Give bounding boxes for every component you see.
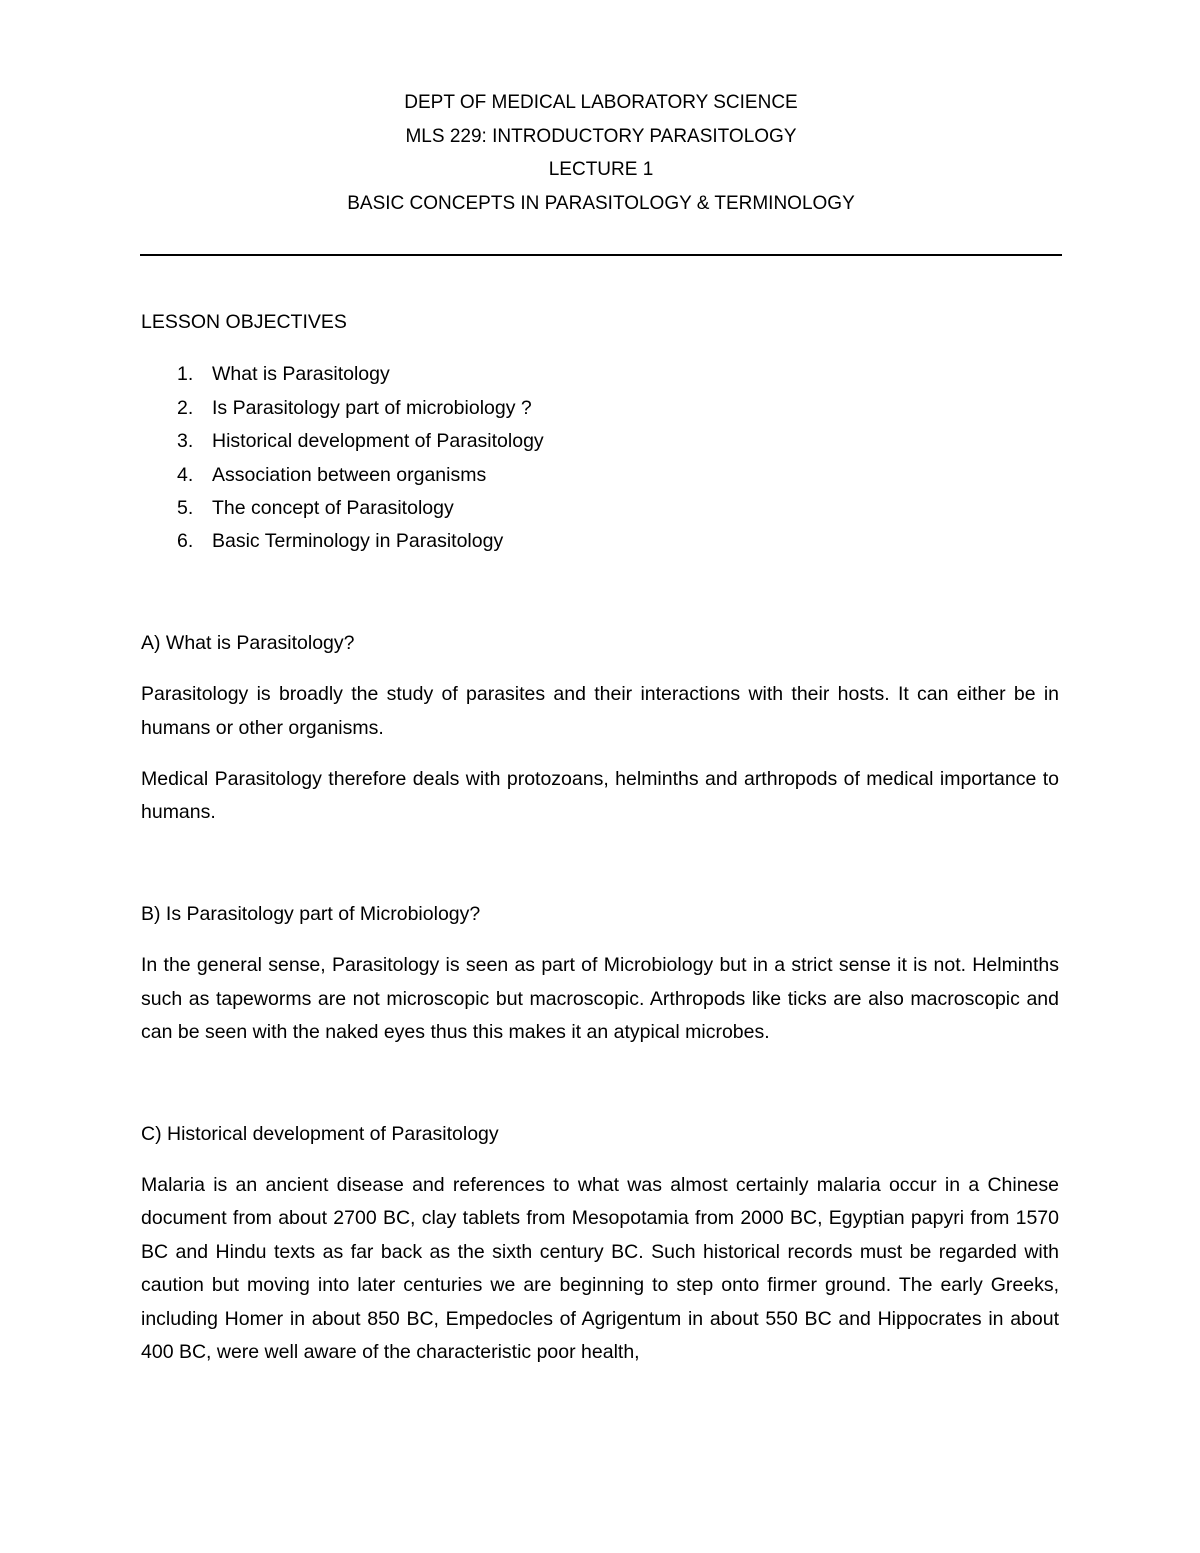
list-item [141, 459, 1059, 492]
objectives-heading: LESSON OBJECTIVES [141, 311, 347, 333]
header-divider [140, 254, 1062, 256]
document-header [140, 86, 1062, 220]
list-item [141, 525, 1059, 558]
list-item [141, 425, 1059, 458]
list-text: Is Parasitology part of microbiology ? [212, 396, 532, 419]
list-number: 1. [177, 363, 194, 386]
lecture-number: LECTURE 1 [548, 159, 654, 180]
section-b-heading: B) Is Parasitology part of Microbiology? [141, 902, 481, 925]
lecture-title: BASIC CONCEPTS IN PARASITOLOGY & TERMINOLOGY [347, 192, 855, 214]
course-title: MLS 229: INTRODUCTORY PARASITOLOGY [405, 125, 797, 147]
section-c-paragraph-1: Malaria is an ancient disease and references to what was almost certainly malaria occur in a Chinese document from about 2700 BC, clay tablets from Mesopotamia from 2000 BC, Egyptian papyri from 1570 BC and Hindu texts as far back as the sixth century BC. Such historical records must be regarded with caution but moving into later centuries we are beginning to step onto firmer ground. The early Greeks, including Homer in about 850 BC, Empedocles of Agrigentum in about 550 BC and Hippocrates in about 400 BC, were well aware of the characteristic poor health, [141, 1173, 1059, 1363]
list-number: 6. [177, 530, 194, 553]
section-a-paragraph-2: Medical Parasitology therefore deals with protozoans, helminths and arthropods of medical importance to humans. [141, 768, 1059, 824]
list-text: What is Parasitology [212, 363, 390, 386]
department-name: DEPT OF MEDICAL LABORATORY SCIENCE [404, 92, 798, 113]
list-item [141, 358, 1059, 391]
list-text: The concept of Parasitology [212, 497, 454, 520]
section-c-heading: C) Historical development of Parasitology [141, 1122, 499, 1145]
section-a-paragraph-1: Parasitology is broadly the study of parasites and their interactions with their hosts. It can either be in humans or other organisms. [141, 683, 1059, 739]
section-b-paragraph-1: In the general sense, Parasitology is seen as part of Microbiology but in a strict sense it is not. Helminths such as tapeworms are not microscopic but macroscopic. Arthropods like ticks are also macroscopic and can be seen with the naked eyes thus this makes it an atypical microbes. [141, 954, 1059, 1044]
list-number: 4. [177, 463, 194, 486]
section-a-heading: A) What is Parasitology? [141, 631, 355, 654]
list-number: 5. [177, 497, 194, 520]
list-item [141, 392, 1059, 425]
list-text: Association between organisms [212, 463, 487, 486]
document-body [141, 306, 1059, 1369]
list-number: 2. [177, 396, 194, 419]
list-text: Basic Terminology in Parasitology [212, 530, 504, 553]
list-item [141, 492, 1059, 525]
objectives-list [141, 358, 1059, 558]
list-text: Historical development of Parasitology [212, 430, 544, 453]
list-number: 3. [177, 430, 194, 453]
